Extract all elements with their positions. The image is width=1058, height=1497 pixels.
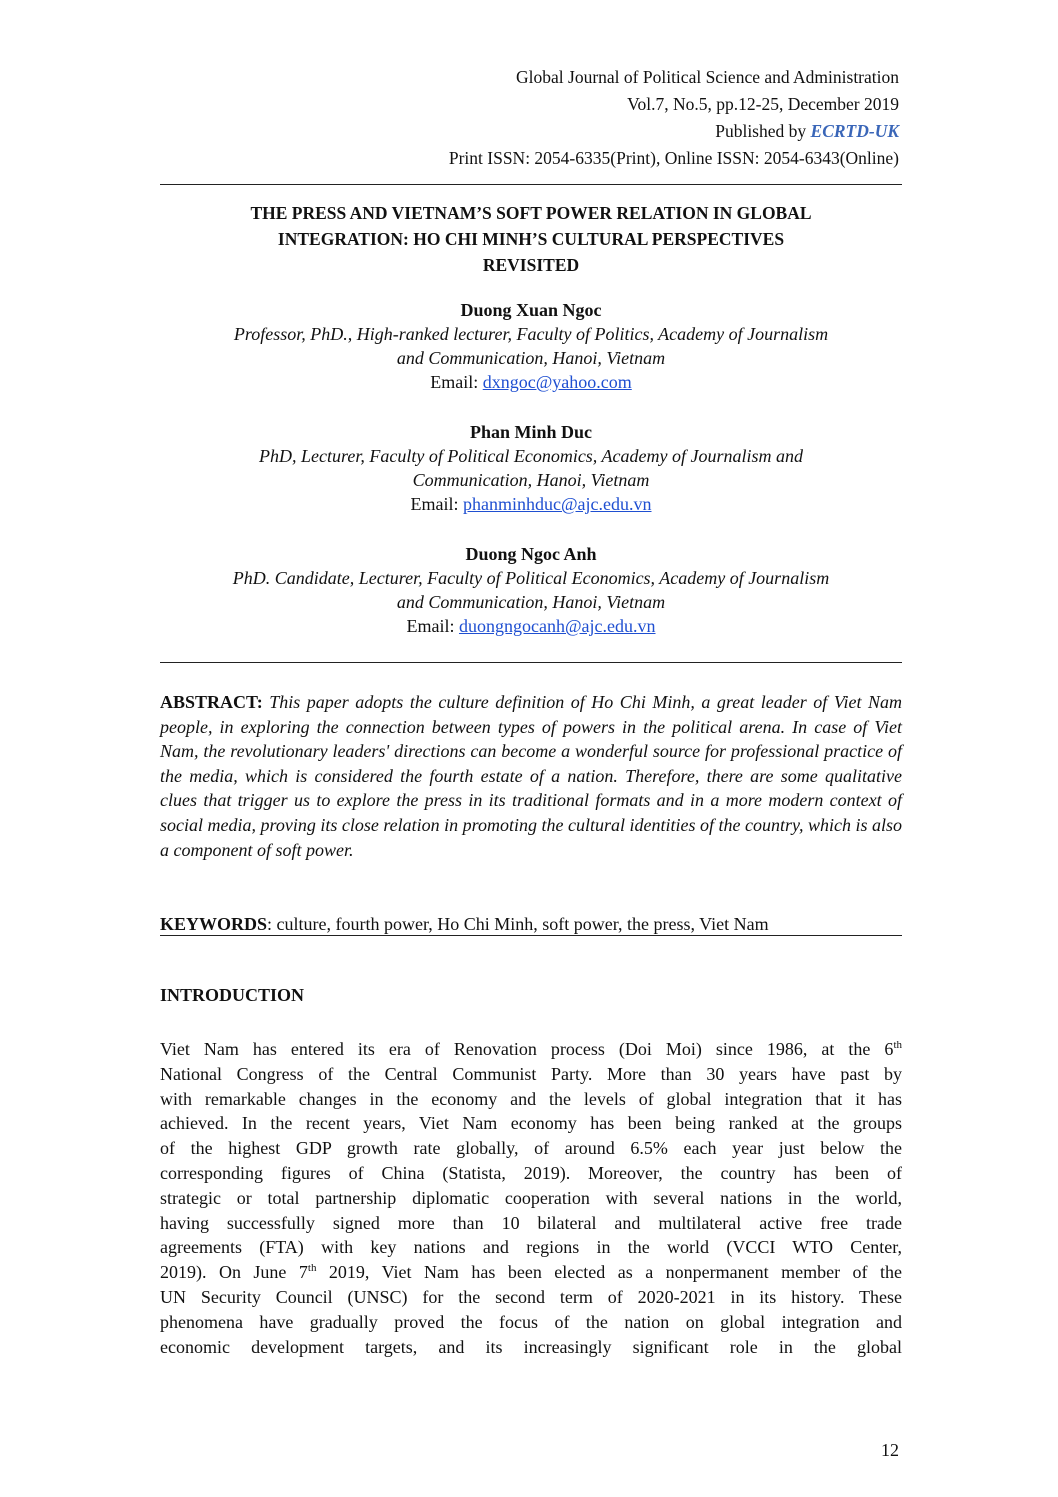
paper-title [160,200,902,278]
email-label: Email: [410,494,463,514]
author-name: Phan Minh Duc [469,422,593,442]
author-affiliation-cont: Communication, Hanoi, Vietnam [412,470,650,490]
journal-header [449,64,899,172]
author-block-3 [160,542,902,638]
author-affiliation: PhD. Candidate, Lecturer, Faculty of Political Economics, Academy of Journalism [232,568,830,588]
body-line: strategic or total partnership diplomatic cooperation with several nations in the world, [160,1187,902,1208]
body-line: phenomena have gradually proved the focus of the nation on global integration and [160,1311,902,1332]
body-line: agreements (FTA) with key nations and regions in the world (VCCI WTO Center, [160,1237,902,1258]
author-affiliation-cont: and Communication, Hanoi, Vietnam [396,592,666,612]
author-block-2 [160,420,902,516]
keywords-divider [160,935,902,936]
journal-name: Global Journal of Political Science and Administration [516,67,899,87]
header-divider [160,184,902,185]
body-line: National Congress of the Central Communist Party. More than 30 years have past by [160,1063,902,1084]
body-line: 2019). On June 7th 2019, Viet Nam has been elected as a nonpermanent member of the [160,1262,902,1283]
author-affiliation-cont: and Communication, Hanoi, Vietnam [396,348,666,368]
body-line: corresponding figures of China (Statista, 2019). Moreover, the country has been of [160,1162,902,1183]
author-email-line [160,492,902,516]
introduction-heading: INTRODUCTION [160,985,305,1005]
publisher-line [449,118,899,145]
author-name: Duong Xuan Ngoc [460,300,602,320]
issn-line: Print ISSN: 2054-6335(Print), Online ISSN: 2054-6343(Online) [448,148,899,168]
abstract-label: ABSTRACT: [160,692,263,712]
body-line: Viet Nam has entered its era of Renovation process (Doi Moi) since 1986, at the 6th [160,1039,902,1059]
published-by-label: Published by [715,121,811,141]
email-label: Email: [406,616,459,636]
title-line-3: REVISITED [482,255,580,275]
title-line-2: INTEGRATION: HO CHI MINH’S CULTURAL PERSPECTIVES [277,229,785,249]
author-email-link[interactable]: phanminhduc@ajc.edu.vn [462,494,652,514]
keywords-label: KEYWORDS [160,914,268,934]
journal-volume: Vol.7, No.5, pp.12-25, December 2019 [627,94,899,114]
authors-divider [160,662,902,663]
title-line-1: THE PRESS AND VIETNAM’S SOFT POWER RELATION IN GLOBAL [250,203,812,223]
publisher-link[interactable]: ECRTD-UK [810,121,899,141]
keywords-list: : culture, fourth power, Ho Chi Minh, soft power, the press, Viet Nam [267,914,769,934]
author-email-link[interactable]: dxngoc@yahoo.com [482,372,632,392]
abstract [160,690,902,862]
email-label: Email: [430,372,483,392]
body-line: economic development targets, and its increasingly significant role in the global [160,1336,902,1357]
body-line: achieved. In the recent years, Viet Nam economy has been being ranked at the groups [160,1113,902,1134]
author-email-line [160,370,902,394]
author-affiliation: Professor, PhD., High-ranked lecturer, Faculty of Politics, Academy of Journalism [233,324,829,344]
introduction-body [160,1037,902,1359]
page-number: 12 [881,1440,899,1460]
keywords [160,912,902,936]
body-line: with remarkable changes in the economy and the levels of global integration that it has [160,1088,902,1109]
body-line: of the highest GDP growth rate globally, of around 6.5% each year just below the [160,1138,902,1159]
body-line: having successfully signed more than 10 bilateral and multilateral active free trade [160,1212,902,1233]
body-line: UN Security Council (UNSC) for the second term of 2020-2021 in its history. These [160,1286,902,1307]
author-affiliation: PhD, Lecturer, Faculty of Political Economics, Academy of Journalism and [259,446,803,466]
author-email-line [160,614,902,638]
author-email-link[interactable]: duongngocanh@ajc.edu.vn [458,616,656,636]
author-block-1 [160,298,902,394]
author-name: Duong Ngoc Anh [465,544,597,564]
abstract-text: This paper adopts the culture definition of Ho Chi Minh, a great leader of Viet Nam people, in exploring the connection between types of powers in the political arena. In case of Viet Nam, the revolutionary leaders' directions can become a wonderful source for professional practice of the media, which is considered the fourth estate of a nation. Therefore, there are some qualitative clues that trigger us to explore the press in its traditional formats and in a more modern context of social media, proving its close relation in promoting the cultural identities of the country, which is also a component of soft power. [160,692,903,860]
